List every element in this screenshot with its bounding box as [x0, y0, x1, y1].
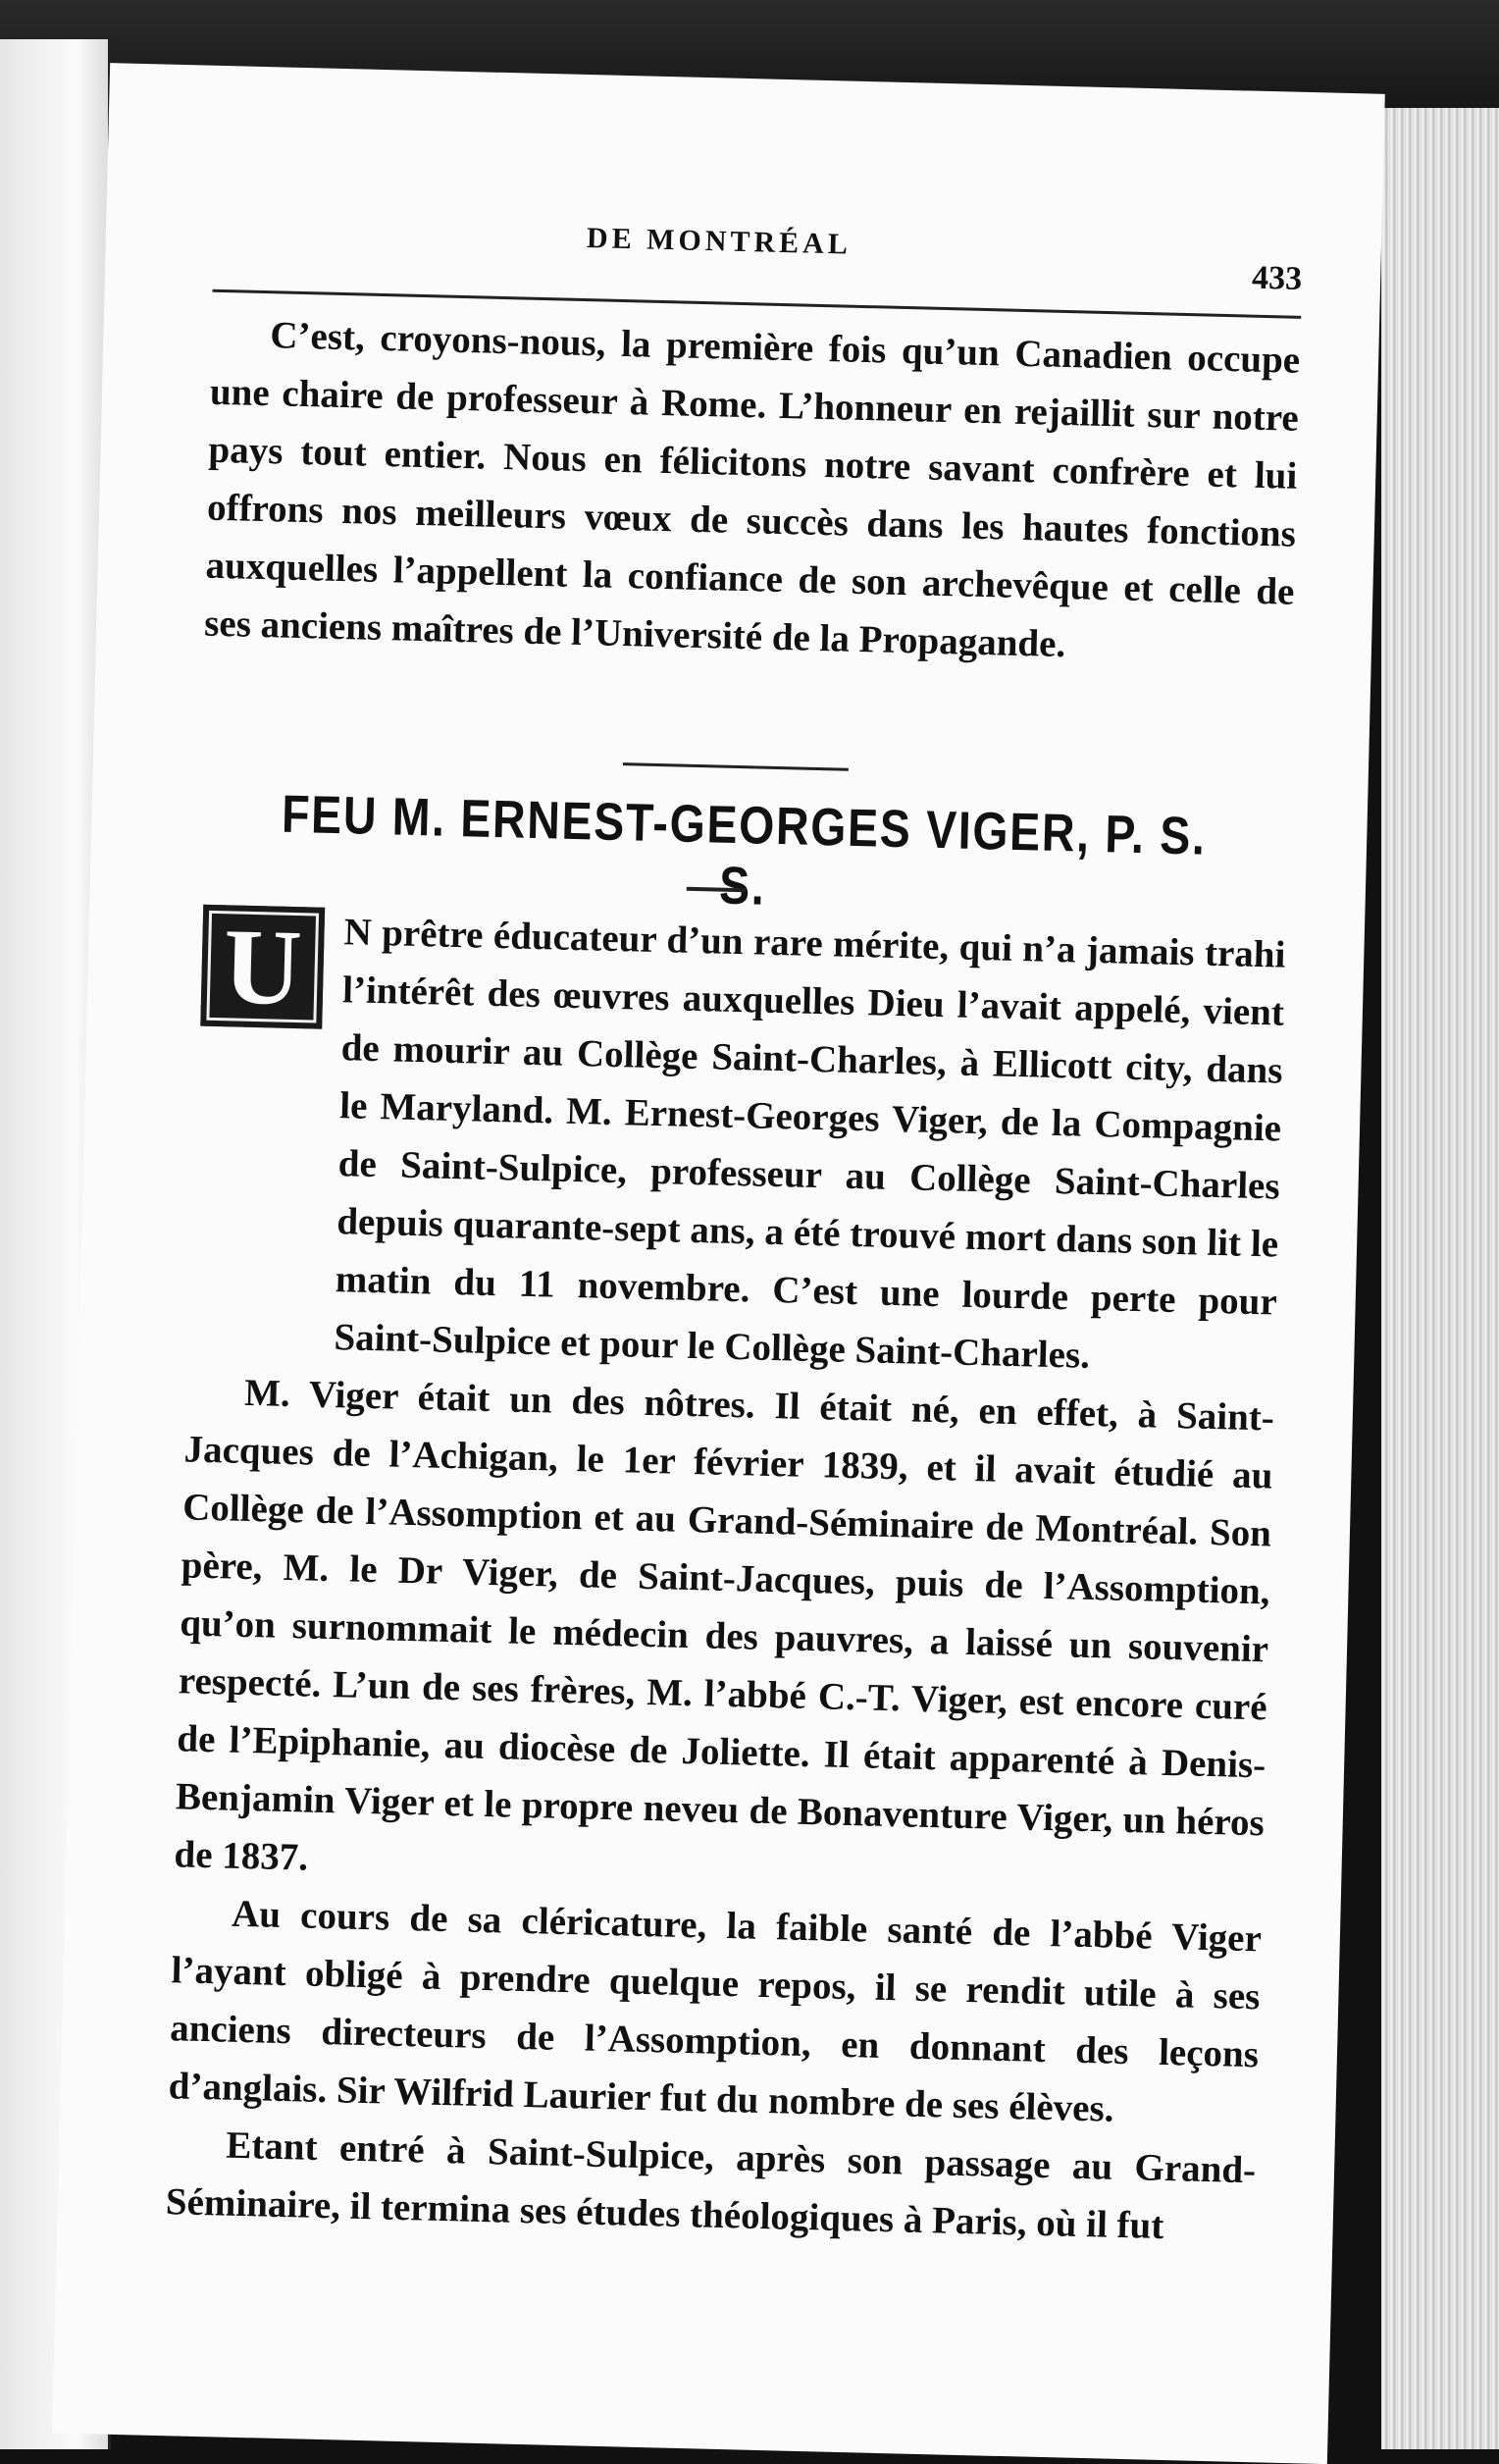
running-head: DE MONTRÉAL [586, 222, 853, 261]
article-body [165, 900, 1286, 2258]
book-page-stack [1381, 108, 1499, 2449]
article-first-paragraph: N prêtre éducateur d’un rare mérite, qui n’a jamais trahi l’intérêt des œuvres auxquelles Dieu l’avait appelé, vient de mourir au Collège Saint-Charles, à Ellicott city, dans le Maryland. M. Ernest-Georges Viger, de la Compagnie de Saint-Sulpice, professeur au Collège Saint-Charles depuis quarante-sept ans, a été trouvé mort dans son lit le matin du 11 novembre. C’est une lourde perte pour Saint-Sulpice et pour le Collège Saint-Charles. [334, 911, 1286, 1377]
article-paragraph: M. Viger était un des nôtres. Il était né, en effet, à Saint-Jacques de l’Achigan, le 1er février 1839, et il avait étudié au Collège de l’Assomption et au Grand-Séminaire de Montréal. Son père, M. le Dr Viger, de Saint-Jacques, puis de l’Assomption, qu’on surnommait le médecin des pauvres, a laissé un souvenir respecté. L’un de ses frères, M. l’abbé C.-T. Viger, est encore curé de l’Epiphanie, au diocèse de Joliette. Il était apparenté à Denis-Benjamin Viger et le propre neveu de Bonaventure Viger, un héros de 1837. [174, 1371, 1275, 1879]
section-divider [623, 762, 849, 771]
ornamental-drop-cap: U [200, 905, 325, 1029]
article-title: FEU M. ERNEST-GEORGES VIGER, P. S. S. [281, 784, 1208, 917]
intro-paragraph: C’est, croyons-nous, la première fois qu’un Canadien occupe une chaire de professeur à Rome. L’honneur en rejaillit sur notre pays tout entier. Nous en félicitons notre savant confrère et lui offrons nos meilleurs vœux de succès dans les hautes fonctions auxquelles l’appellent la confiance de son archevêque et celle de ses anciens maîtres de l’Université de la Propagande. [203, 314, 1301, 666]
article-paragraph: Au cours de sa cléricature, la faible santé de l’abbé Viger l’ayant obligé à prendre quelque repos, il se rendit utile à ses anciens directeurs de l’Assomption, en donnant des leçons d’anglais. Sir Wilfrid Laurier fut du nombre de ses élèves. [168, 1892, 1263, 2130]
article-paragraph: Etant entré à Saint-Sulpice, après son passage au Grand-Séminaire, il termina ses études théologiques à Paris, où il fut [165, 2123, 1257, 2248]
intro-text-block [204, 305, 1301, 679]
book-page [52, 63, 1385, 2464]
page-number: 433 [1251, 259, 1303, 297]
